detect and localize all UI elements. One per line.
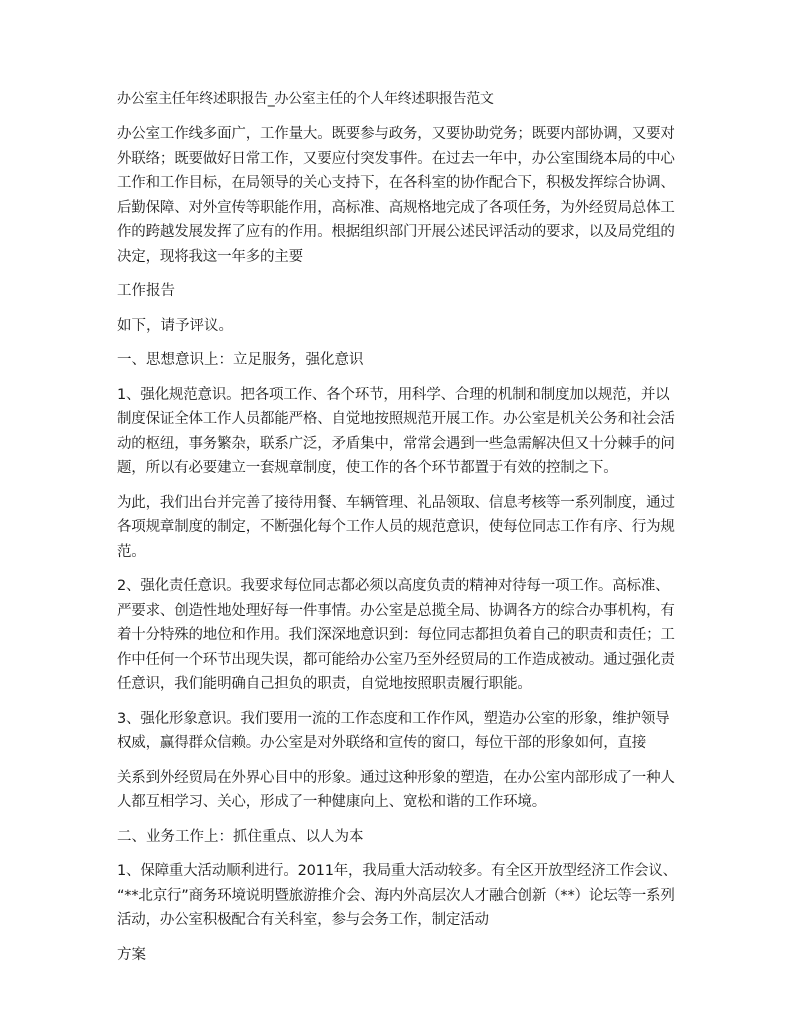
text-line: 2、强化责任意识。我要求每位同志都必须以高度负责的精神对待每一项工作。高标准、 — [117, 578, 670, 594]
section-heading-2: 二、业务工作上：抓住重点、以人为本 — [117, 828, 364, 845]
text-line: 任意识，我们能明确自己担负的职责，自觉地按照职责履行职能。 — [117, 676, 532, 692]
text-line: 为此，我们出台并完善了接待用餐、车辆管理、礼品领取、信息考核等一系列制度，通过 — [117, 494, 675, 511]
item-4-paragraph — [117, 859, 687, 933]
text-line: 权威，赢得群众信赖。办公室是对外联络和宣传的窗口，每位干部的形象如何，直接 — [117, 735, 647, 751]
text-line: 1、强化规范意识。把各项工作、各个环节，用科学、合理的机制和制度加以规范，并以 — [117, 386, 670, 403]
document-title: 办公室主任年终述职报告_办公室主任的个人年终述职报告范文 — [117, 91, 494, 107]
text-line: 范。 — [117, 543, 146, 560]
item-3-paragraph — [117, 707, 687, 756]
text-line: 各项规章制度的制定，不断强化每个工作人员的规范意识，使每位同志工作有序、行为规 — [117, 519, 675, 535]
work-report-label: 工作报告 — [117, 283, 175, 299]
item-1-paragraph — [117, 383, 687, 481]
text-line: 工作和工作目标，在局领导的关心支持下，在各科室的协作配合下，积极发挥综合协调、 — [117, 175, 675, 191]
item-2-paragraph — [117, 574, 687, 697]
text-line: 人都互相学习、关心，形成了一种健康向上、宽松和谐的工作环境。 — [117, 794, 546, 810]
text-line: 后勤保障、对外宣传等职能作用，高标准、高规格地完成了各项任务，为外经贸局总体工 — [117, 199, 675, 216]
intro-paragraph — [117, 122, 687, 269]
text-line: 决定，现将我这一年多的主要 — [117, 248, 303, 265]
item-1b-paragraph — [117, 491, 687, 565]
text-line: 活动，办公室积极配合有关科室，参与会务工作，制定活动 — [117, 912, 489, 928]
text-line: 制度保证全体工作人员都能严格、自觉地按照规范开展工作。办公室是机关公务和社会活 — [117, 411, 675, 427]
section-heading-1: 一、思想意识上：立足服务，强化意识 — [117, 352, 364, 368]
text-line: 3、强化形象意识。我们要用一流的工作态度和工作作风，塑造办公室的形象，维护领导 — [117, 710, 670, 727]
text-line: 1、保障重大活动顺利进行。2011年，我局重大活动较多。有全区开放型经济工作会议、 — [117, 863, 677, 879]
text-line: 题，所以有必要建立一套规章制度，使工作的各个环节都置于有效的控制之下。 — [117, 460, 618, 476]
text-line: 动的枢纽，事务繁杂，联系广泛，矛盾集中，常常会遇到一些急需解决但又十分棘手的问 — [117, 435, 675, 452]
item-3b-paragraph — [117, 766, 687, 815]
text-line: “**北京行”商务环境说明暨旅游推介会、海内外高层次人才融合创新（**）论坛等一系列 — [117, 887, 675, 904]
text-line: 严要求、创造性地处理好每一件事情。办公室是总揽全局、协调各方的综合办事机构，有 — [117, 602, 675, 619]
text-line: 外联络；既要做好日常工作，又要应付突发事件。在过去一年中，办公室围绕本局的中心 — [117, 150, 675, 167]
text-line: 关系到外经贸局在外界心目中的形象。通过这种形象的塑造，在办公室内部形成了一种人 — [117, 769, 675, 786]
document-page — [117, 88, 687, 977]
text-line: 作中任何一个环节出现失误，都可能给办公室乃至外经贸局的工作造成被动。通过强化责 — [117, 651, 675, 668]
text-line: 作的跨越发展发挥了应有的作用。根据组织部门开展公述民评活动的要求，以及局党组的 — [117, 224, 675, 240]
text-line: 着十分特殊的地位和作用。我们深深地意识到：每位同志都担负着自己的职责和责任；工 — [117, 627, 675, 643]
as-follows-text: 如下，请予评议。 — [117, 317, 233, 334]
text-line: 办公室工作线多面广，工作量大。既要参与政务，又要协助党务；既要内部协调，又要对 — [117, 126, 675, 142]
plan-text: 方案 — [117, 946, 146, 963]
